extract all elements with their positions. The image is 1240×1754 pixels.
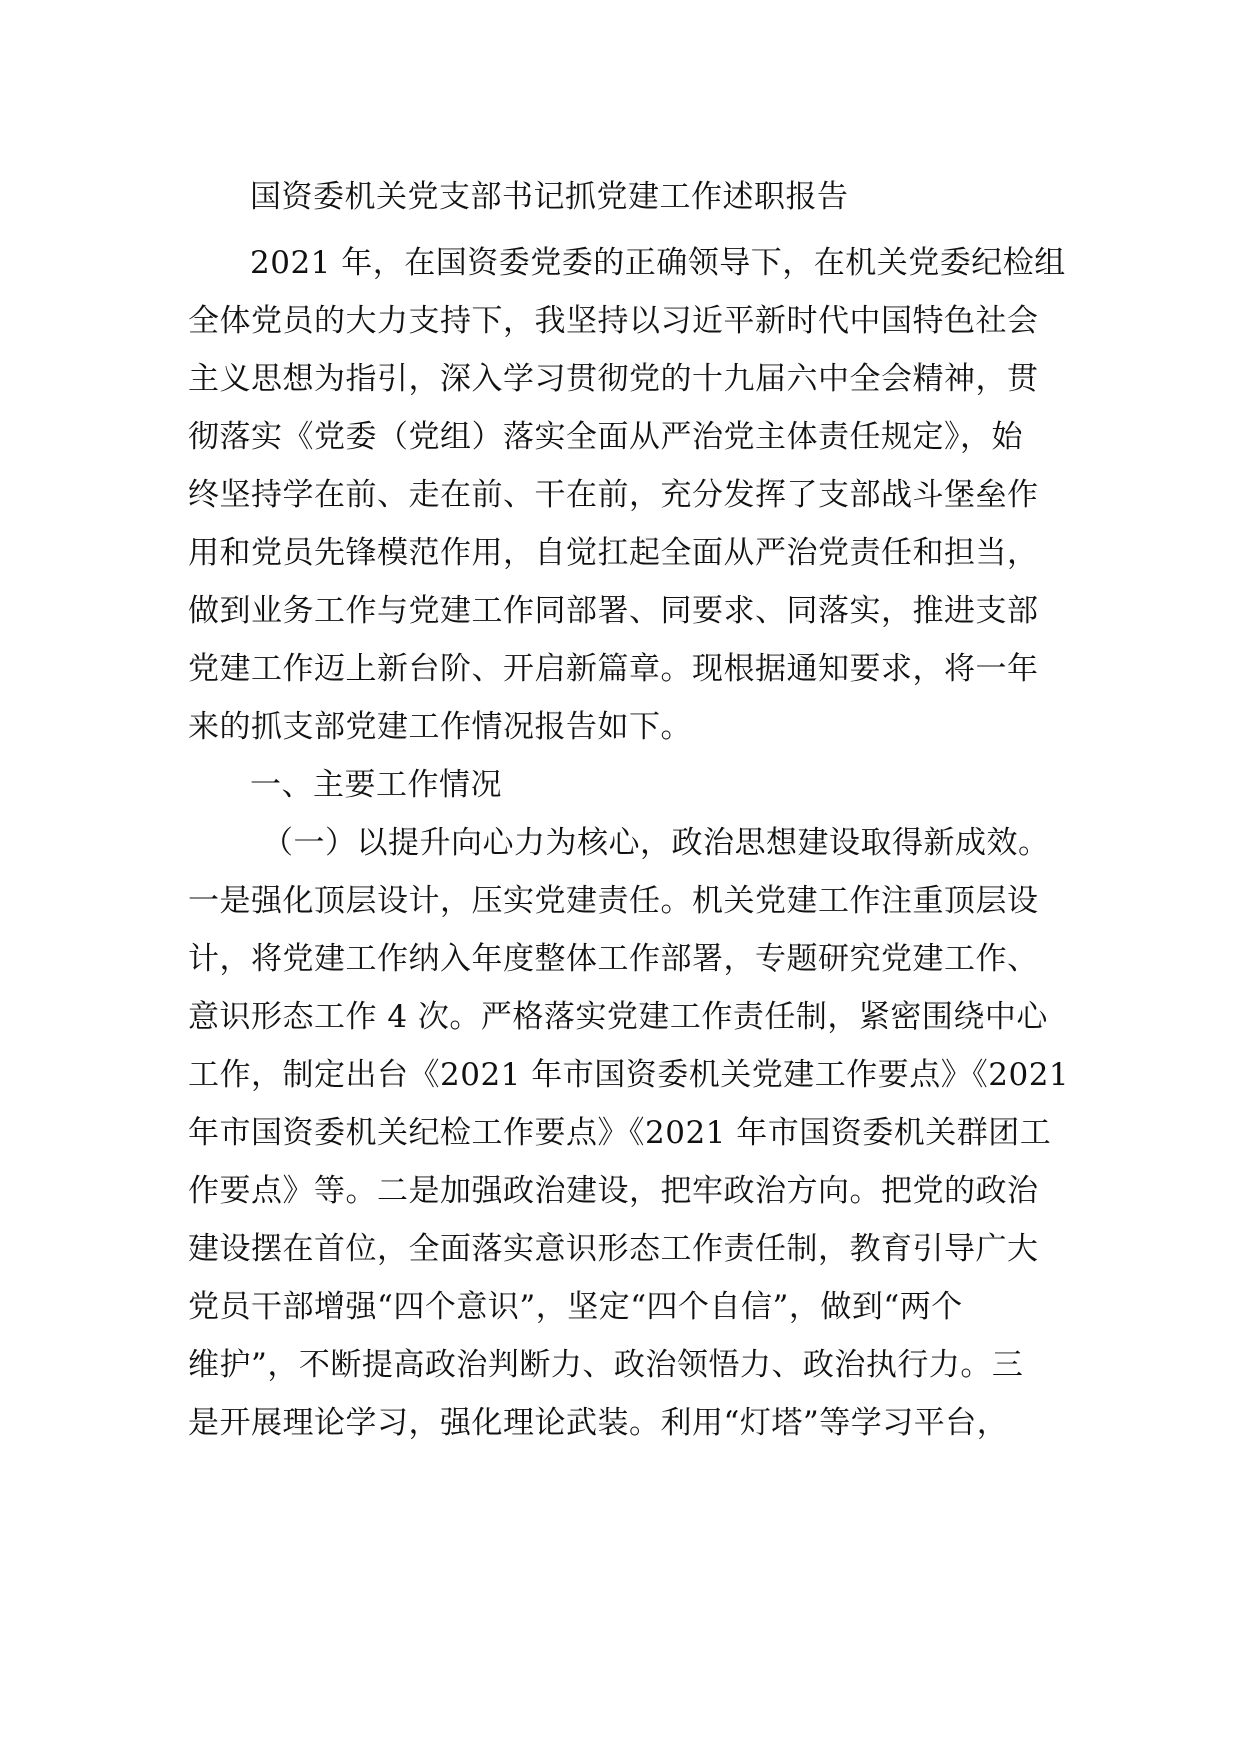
paragraph-line: 意识形态工作 4 次。严格落实党建工作责任制，紧密围绕中心	[188, 999, 1048, 1035]
paragraph-line: 一是强化顶层设计，压实党建责任。机关党建工作注重顶层设	[188, 883, 1039, 919]
paragraph-line: 主义思想为指引，深入学习贯彻党的十九届六中全会精神，贯	[188, 361, 1039, 397]
paragraph-line: 2021 年，在国资委党委的正确领导下，在机关党委纪检组	[250, 245, 1066, 281]
paragraph-line: 计，将党建工作纳入年度整体工作部署，专题研究党建工作、	[188, 941, 1039, 977]
paragraph-line: 用和党员先锋模范作用，自觉扛起全面从严治党责任和担当，	[188, 535, 1039, 571]
paragraph-line: 工作，制定出台《2021 年市国资委机关党建工作要点》《2021	[188, 1057, 1070, 1093]
paragraph-line: 维护”，不断提高政治判断力、政治领悟力、政治执行力。三	[188, 1347, 1024, 1383]
paragraph-line: 彻落实《党委（党组）落实全面从严治党主体责任规定》，始	[188, 419, 1023, 455]
paragraph-line: 终坚持学在前、走在前、干在前，充分发挥了支部战斗堡垒作	[188, 477, 1039, 513]
document-title: 国资委机关党支部书记抓党建工作述职报告	[250, 179, 849, 215]
paragraph-line: 年市国资委机关纪检工作要点》《2021 年市国资委机关群团工	[188, 1115, 1052, 1151]
paragraph-line: 党员干部增强“四个意识”，坚定“四个自信”，做到“两个	[188, 1289, 963, 1325]
paragraph-line: 做到业务工作与党建工作同部署、同要求、同落实，推进支部	[188, 593, 1039, 629]
paragraph-line: 是开展理论学习，强化理论武装。利用“灯塔”等学习平台，	[188, 1405, 1009, 1441]
paragraph-line: 全体党员的大力支持下，我坚持以习近平新时代中国特色社会	[188, 303, 1039, 339]
paragraph-line: 建设摆在首位，全面落实意识形态工作责任制，教育引导广大	[188, 1231, 1039, 1267]
paragraph-line: 作要点》等。二是加强政治建设，把牢政治方向。把党的政治	[188, 1173, 1039, 1209]
paragraph-line: 党建工作迈上新台阶、开启新篇章。现根据通知要求，将一年	[188, 651, 1039, 687]
paragraph-line: 来的抓支部党建工作情况报告如下。	[188, 709, 692, 745]
section-heading: 一、主要工作情况	[250, 767, 502, 803]
subsection-heading: （一）以提升向心力为核心，政治思想建设取得新成效。	[262, 825, 1050, 861]
